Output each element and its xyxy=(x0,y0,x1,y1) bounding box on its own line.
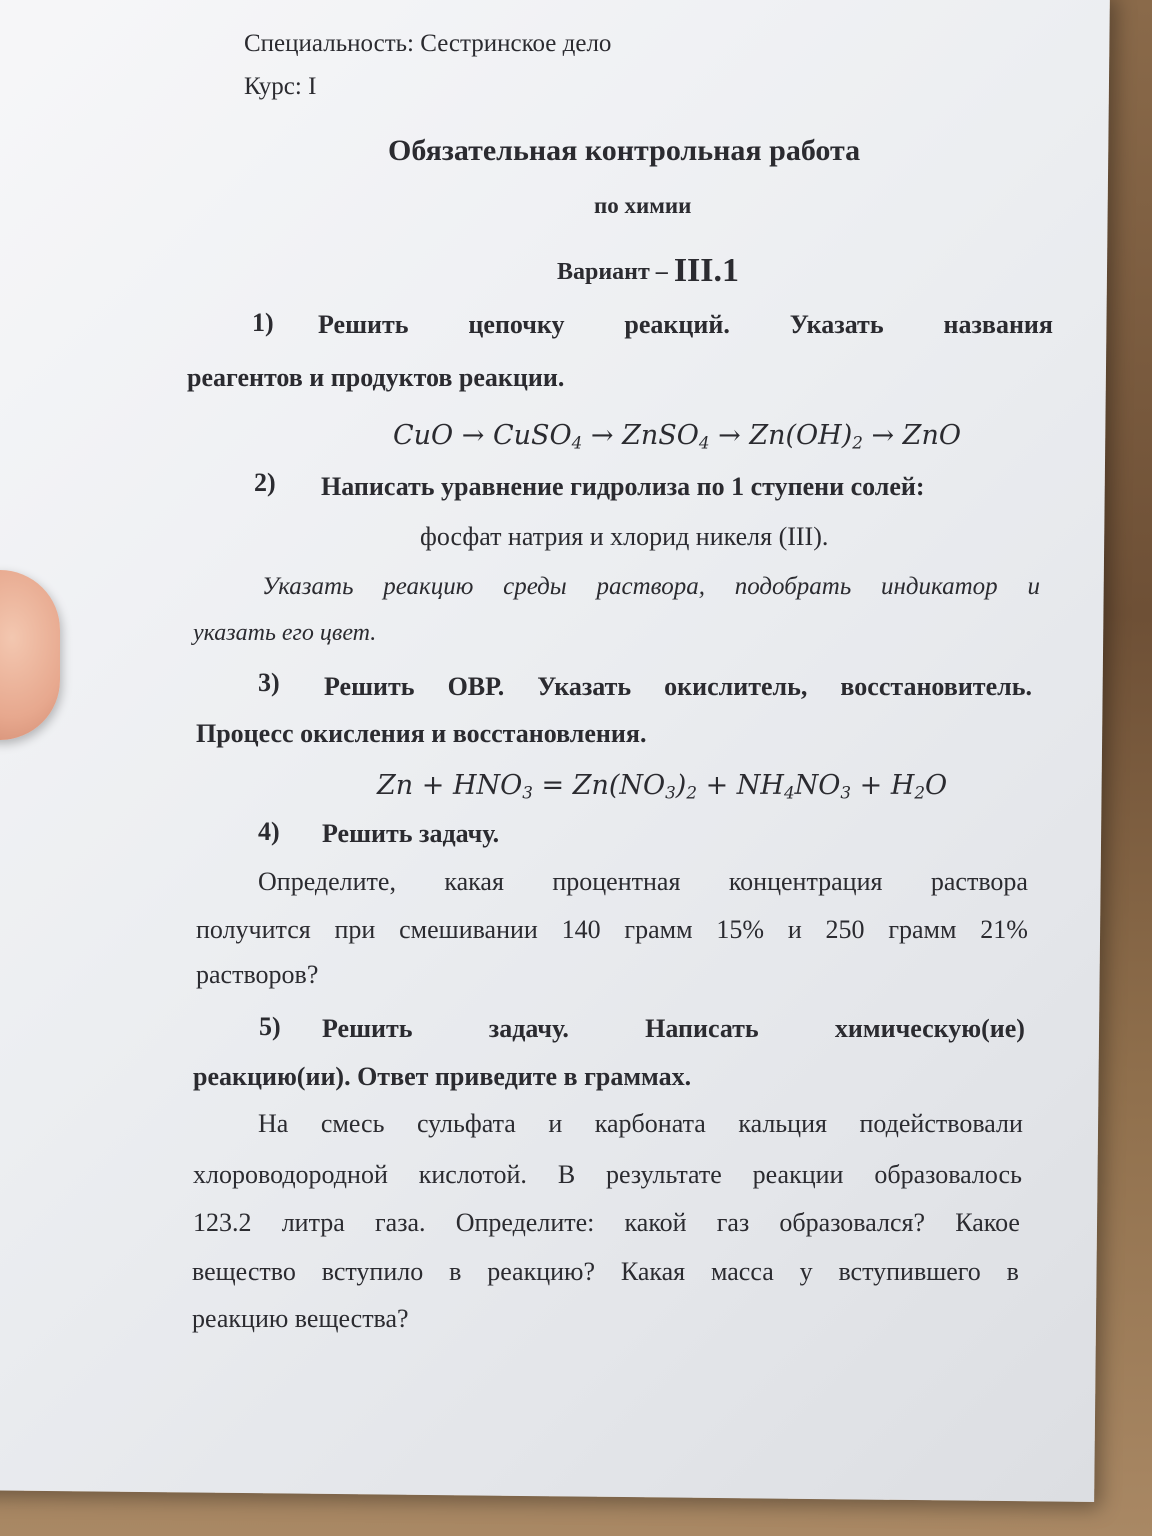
task-5-word: Написать xyxy=(645,1014,759,1043)
task-5-number: 5) xyxy=(259,1012,281,1041)
formula-part: NO xyxy=(794,770,841,801)
task-5-text-word: 123.2 xyxy=(193,1208,252,1237)
variant-line xyxy=(557,252,739,290)
formula-sub: 2 xyxy=(914,782,926,803)
task-2-note-line2: указать его цвет. xyxy=(193,620,377,646)
task-1-heading-line1 xyxy=(318,310,1053,340)
task-5-text-word: образовался? xyxy=(779,1208,926,1237)
task-4-text-line3: растворов? xyxy=(196,960,319,989)
task-3-word: Решить xyxy=(324,672,415,701)
task-2-note-word: среды xyxy=(503,573,567,600)
task-1-number: 1) xyxy=(252,308,274,337)
task-4-word: 15% xyxy=(716,915,765,944)
task-5-text-word: хлороводородной xyxy=(193,1160,388,1189)
task-2-note-word: индикатор xyxy=(880,573,998,600)
task-3-redox-equation xyxy=(377,770,947,803)
task-5-text-word: смесь xyxy=(320,1109,385,1138)
task-5-text-word: в xyxy=(449,1257,462,1286)
formula-part: → ZnO xyxy=(862,420,961,451)
task-2-note-word: подобрать xyxy=(734,573,852,600)
formula-sub: 3 xyxy=(665,782,676,803)
task-5-text-word: газа. xyxy=(374,1208,426,1237)
task-1-word: цепочку xyxy=(468,310,565,339)
formula-sub: 3 xyxy=(522,782,533,803)
task-1-word: реакций. xyxy=(624,310,730,339)
task-2-note-word: реакцию xyxy=(383,573,474,600)
task-5-text-word: образовалось xyxy=(874,1160,1022,1189)
task-2-salts: фосфат натрия и хлорид никеля (III). xyxy=(420,522,829,551)
task-3-heading-line1 xyxy=(324,672,1032,702)
formula-part: + H xyxy=(851,770,915,801)
variant-label: Вариант – xyxy=(557,259,668,285)
formula-part: = Zn(NO xyxy=(532,770,666,801)
task-4-word: процентная xyxy=(552,867,681,896)
task-5-word: химическую(ие) xyxy=(834,1014,1025,1043)
task-5-text-word: газ xyxy=(716,1208,750,1237)
task-5-text-word: подействовали xyxy=(859,1109,1023,1138)
task-4-word: смешивании xyxy=(399,915,538,944)
task-5-text-line4 xyxy=(192,1257,1019,1287)
formula-sub: 3 xyxy=(840,782,852,803)
task-5-text-word: и xyxy=(548,1109,563,1138)
task-4-word: 21% xyxy=(980,915,1028,944)
task-4-word: 140 xyxy=(561,915,601,944)
page-title: Обязательная контрольная работа xyxy=(388,134,861,167)
task-1-word: Решить xyxy=(318,310,409,339)
task-3-word: Указать xyxy=(537,672,632,701)
task-5-text-word: сульфата xyxy=(416,1109,516,1138)
formula-sub: 4 xyxy=(698,432,710,453)
task-1-heading-line2: реагентов и продуктов реакции. xyxy=(187,363,565,392)
variant-value: III.1 xyxy=(673,252,740,289)
task-3-word: ОВР. xyxy=(447,672,505,701)
task-5-text-word: масса xyxy=(710,1257,774,1286)
task-5-text-word: реакцию? xyxy=(487,1257,596,1286)
formula-part: → Zn(OH) xyxy=(709,420,853,451)
formula-sub: 2 xyxy=(852,432,863,453)
task-4-word: получится xyxy=(196,915,311,944)
formula-sub: 2 xyxy=(686,782,697,803)
task-4-text-line2 xyxy=(196,915,1028,945)
task-5-text-word: реакции xyxy=(752,1160,844,1189)
task-5-text-word: вещество xyxy=(192,1257,296,1286)
task-5-text-line3 xyxy=(193,1208,1020,1238)
task-4-word: концентрация xyxy=(728,867,883,896)
task-5-text-word: Какое xyxy=(955,1208,1020,1237)
formula-part: O xyxy=(925,770,948,801)
formula-sub: 4 xyxy=(571,432,583,453)
subject-line: по химии xyxy=(594,193,692,218)
task-4-text-line1 xyxy=(258,867,1028,897)
task-5-text-line1 xyxy=(258,1109,1023,1139)
task-3-number: 3) xyxy=(258,668,280,697)
task-1-word: названия xyxy=(943,310,1053,339)
task-1-word: Указать xyxy=(789,310,884,339)
task-5-heading-line2: реакцию(ии). Ответ приведите в граммах. xyxy=(193,1062,692,1091)
task-1-reaction-chain xyxy=(393,420,961,453)
task-4-word: и xyxy=(787,915,802,944)
task-4-word: какая xyxy=(444,867,504,896)
course-line: Курс: I xyxy=(244,73,317,100)
task-4-word: грамм xyxy=(624,915,693,944)
formula-part: + NH xyxy=(697,770,784,801)
task-5-text-word: кальция xyxy=(738,1109,827,1138)
task-5-text-word: в xyxy=(1006,1257,1019,1286)
formula-sub: 4 xyxy=(783,782,795,803)
formula-part: Zn + HNO xyxy=(377,770,523,801)
task-5-text-word: Какая xyxy=(620,1257,686,1286)
task-2-note-line1 xyxy=(262,573,1040,601)
task-5-text-line2 xyxy=(193,1160,1022,1190)
task-5-text-word: вступившего xyxy=(838,1257,981,1286)
task-5-heading-line1 xyxy=(322,1014,1025,1044)
task-4-word: Определите, xyxy=(258,867,396,896)
task-4-number: 4) xyxy=(258,817,280,846)
task-5-text-line5: реакцию вещества? xyxy=(192,1304,409,1333)
task-4-word: грамм xyxy=(888,915,957,944)
task-4-word: 250 xyxy=(825,915,865,944)
task-4-heading: Решить задачу. xyxy=(322,819,500,848)
task-2-note-word: Указать xyxy=(262,573,354,600)
task-5-text-word: карбоната xyxy=(594,1109,706,1138)
task-5-text-word: кислотой. xyxy=(418,1160,527,1189)
task-3-word: восстановитель. xyxy=(840,672,1032,701)
task-5-text-word: вступило xyxy=(321,1257,424,1286)
task-5-text-word: На xyxy=(258,1109,289,1138)
task-2-number: 2) xyxy=(254,468,276,497)
formula-part: ) xyxy=(675,770,687,801)
task-4-word: при xyxy=(334,915,376,944)
task-5-text-word: В xyxy=(557,1160,576,1189)
formula-part: CuO → CuSO xyxy=(393,420,572,451)
task-5-text-word: какой xyxy=(624,1208,687,1237)
task-2-note-word: и xyxy=(1027,573,1040,600)
task-5-word: Решить xyxy=(322,1014,413,1043)
task-5-text-word: литра xyxy=(281,1208,345,1237)
specialty-line: Специальность: Сестринское дело xyxy=(244,30,612,57)
task-5-word: задачу. xyxy=(488,1014,569,1043)
task-3-heading-line2: Процесс окисления и восстановления. xyxy=(196,719,647,748)
formula-part: → ZnSO xyxy=(582,420,699,451)
task-5-text-word: результате xyxy=(606,1160,722,1189)
task-5-text-word: у xyxy=(799,1257,813,1286)
task-2-note-word: раствора, xyxy=(596,573,705,600)
task-2-heading: Написать уравнение гидролиза по 1 ступени солей: xyxy=(321,472,925,501)
task-4-word: раствора xyxy=(930,867,1028,896)
task-3-word: окислитель, xyxy=(664,672,808,701)
task-5-text-word: Определите: xyxy=(455,1208,595,1237)
